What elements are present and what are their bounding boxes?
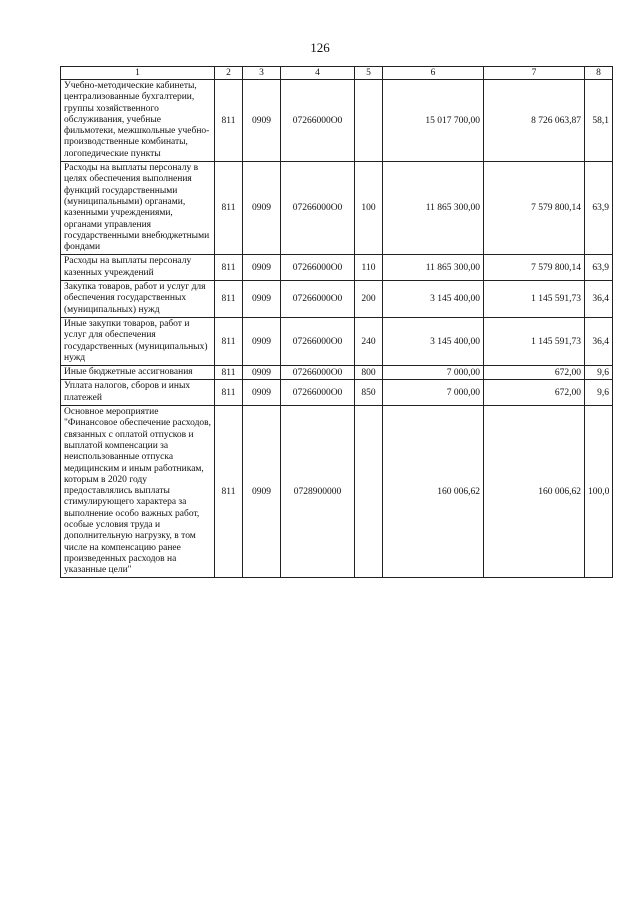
row-planned-amount: 11 865 300,00 [383,255,484,281]
row-actual-amount: 8 726 063,87 [484,80,585,162]
row-planned-amount: 3 145 400,00 [383,317,484,365]
table-row [61,80,613,162]
row-name: Иные бюджетные ассигнования [61,366,215,380]
row-actual-amount: 1 145 591,73 [484,281,585,318]
row-admin-code: 811 [215,80,243,162]
budget-table [60,66,613,578]
row-admin-code: 811 [215,406,243,578]
row-admin-code: 811 [215,281,243,318]
row-target-article: 07266000О0 [281,281,355,318]
table-row [61,366,613,380]
row-name: Закупка товаров, работ и услуг для обеспечения государственных (муниципальных) нужд [61,281,215,318]
row-section-code: 0909 [243,406,281,578]
column-header: 6 [383,67,484,80]
row-target-article: 07266000О0 [281,162,355,255]
table-row [61,255,613,281]
column-header: 4 [281,67,355,80]
column-header: 8 [585,67,613,80]
row-name: Уплата налогов, сборов и иных платежей [61,380,215,406]
row-actual-amount: 7 579 800,14 [484,255,585,281]
column-header: 1 [61,67,215,80]
row-planned-amount: 7 000,00 [383,380,484,406]
row-section-code: 0909 [243,380,281,406]
row-planned-amount: 15 017 700,00 [383,80,484,162]
row-percent: 63,9 [585,255,613,281]
table-row [61,162,613,255]
row-percent: 9,6 [585,380,613,406]
row-target-article: 07266000О0 [281,380,355,406]
row-target-article: 0728900000 [281,406,355,578]
row-admin-code: 811 [215,366,243,380]
row-name: Основное мероприятие "Финансовое обеспечение расходов, связанных с оплатой отпусков и выплатой компенсации за неиспользованные отпуска медицинским и иным работникам, которым в 2020 году предоставлялись выплаты стимулирующего характера за выполнение особо важных работ, особые условия труда и дополнительную нагрузку, в том числе на компенсацию ранее произведенных расходов на указанные цели" [61,406,215,578]
page-number: 126 [310,40,330,55]
column-header: 5 [355,67,383,80]
row-section-code: 0909 [243,162,281,255]
row-percent: 100,0 [585,406,613,578]
row-target-article: 07266000О0 [281,255,355,281]
row-expense-type [355,406,383,578]
row-admin-code: 811 [215,162,243,255]
row-name: Иные закупки товаров, работ и услуг для обеспечения государственных (муниципальных) нужд [61,317,215,365]
table-header-row [61,67,613,80]
row-name: Расходы на выплаты персоналу казенных учреждений [61,255,215,281]
row-target-article: 07266000О0 [281,366,355,380]
row-planned-amount: 3 145 400,00 [383,281,484,318]
row-expense-type: 200 [355,281,383,318]
table-row [61,406,613,578]
column-header: 7 [484,67,585,80]
row-admin-code: 811 [215,255,243,281]
row-percent: 63,9 [585,162,613,255]
row-actual-amount: 672,00 [484,366,585,380]
row-section-code: 0909 [243,366,281,380]
row-section-code: 0909 [243,255,281,281]
row-target-article: 07266000О0 [281,80,355,162]
row-expense-type: 240 [355,317,383,365]
row-admin-code: 811 [215,317,243,365]
table-row [61,317,613,365]
table-row [61,281,613,318]
table-row [61,380,613,406]
row-actual-amount: 672,00 [484,380,585,406]
row-actual-amount: 160 006,62 [484,406,585,578]
row-actual-amount: 7 579 800,14 [484,162,585,255]
row-percent: 36,4 [585,317,613,365]
row-expense-type: 800 [355,366,383,380]
column-header: 3 [243,67,281,80]
row-name: Учебно-методические кабинеты, централизованные бухгалтерии, группы хозяйственного обслуживания, учебные фильмотеки, межшкольные учебно-производственные комбинаты, логопедические пункты [61,80,215,162]
row-planned-amount: 11 865 300,00 [383,162,484,255]
row-admin-code: 811 [215,380,243,406]
row-expense-type: 100 [355,162,383,255]
column-header: 2 [215,67,243,80]
row-planned-amount: 160 006,62 [383,406,484,578]
row-target-article: 07266000О0 [281,317,355,365]
row-expense-type: 110 [355,255,383,281]
row-expense-type: 850 [355,380,383,406]
row-planned-amount: 7 000,00 [383,366,484,380]
row-name: Расходы на выплаты персоналу в целях обеспечения выполнения функций государственными (муниципальными) органами, казенными учреждениями, органами управления государственными внебюджетными фондами [61,162,215,255]
row-percent: 36,4 [585,281,613,318]
row-section-code: 0909 [243,317,281,365]
row-percent: 9,6 [585,366,613,380]
row-section-code: 0909 [243,281,281,318]
row-percent: 58,1 [585,80,613,162]
row-expense-type [355,80,383,162]
row-actual-amount: 1 145 591,73 [484,317,585,365]
row-section-code: 0909 [243,80,281,162]
